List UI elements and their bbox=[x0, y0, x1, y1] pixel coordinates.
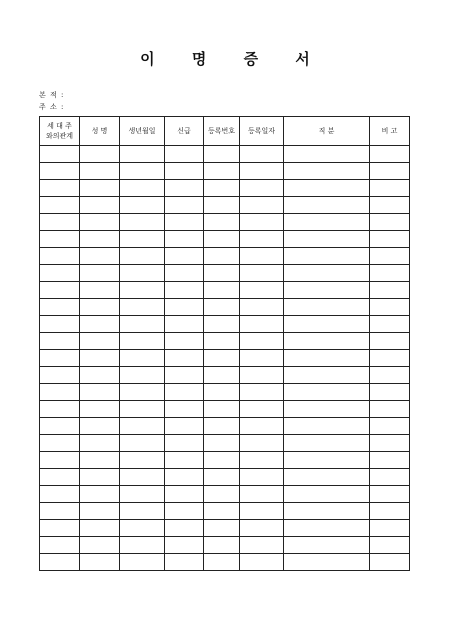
table-cell bbox=[120, 197, 165, 214]
table-cell bbox=[370, 520, 410, 537]
table-cell bbox=[120, 350, 165, 367]
table-cell bbox=[284, 486, 370, 503]
table-cell bbox=[40, 299, 80, 316]
table-cell bbox=[240, 503, 284, 520]
table-cell bbox=[370, 231, 410, 248]
table-cell bbox=[80, 350, 120, 367]
table-cell bbox=[165, 180, 204, 197]
table-cell bbox=[240, 146, 284, 163]
table-cell bbox=[165, 350, 204, 367]
table-cell bbox=[284, 180, 370, 197]
table-cell bbox=[165, 316, 204, 333]
table-row bbox=[40, 163, 410, 180]
table-cell bbox=[204, 180, 240, 197]
table-cell bbox=[40, 452, 80, 469]
table-row bbox=[40, 333, 410, 350]
table-cell bbox=[370, 486, 410, 503]
table-cell bbox=[80, 163, 120, 180]
table-cell bbox=[120, 367, 165, 384]
table-cell bbox=[120, 265, 165, 282]
table-cell bbox=[204, 486, 240, 503]
table-cell bbox=[80, 452, 120, 469]
table-cell bbox=[40, 265, 80, 282]
table-cell bbox=[204, 384, 240, 401]
table-cell bbox=[120, 231, 165, 248]
table-cell bbox=[80, 333, 120, 350]
table-cell bbox=[40, 350, 80, 367]
table-cell bbox=[370, 197, 410, 214]
table-cell bbox=[40, 537, 80, 554]
table-cell bbox=[165, 520, 204, 537]
field-domicile-label: 본 적 : bbox=[39, 91, 65, 99]
header-registration-date: 등록일자 bbox=[240, 117, 284, 146]
table-cell bbox=[204, 503, 240, 520]
table-cell bbox=[165, 401, 204, 418]
header-position: 직 분 bbox=[284, 117, 370, 146]
table-cell bbox=[284, 537, 370, 554]
table-cell bbox=[40, 146, 80, 163]
table-cell bbox=[40, 180, 80, 197]
table-cell bbox=[80, 248, 120, 265]
table-cell bbox=[370, 435, 410, 452]
table-cell bbox=[284, 265, 370, 282]
table-cell bbox=[204, 231, 240, 248]
table-cell bbox=[284, 367, 370, 384]
table-row bbox=[40, 146, 410, 163]
field-domicile bbox=[39, 90, 79, 100]
table-cell bbox=[120, 520, 165, 537]
header-remarks: 비 고 bbox=[370, 117, 410, 146]
table-cell bbox=[80, 367, 120, 384]
table-cell bbox=[165, 197, 204, 214]
table-row bbox=[40, 486, 410, 503]
table-cell bbox=[165, 486, 204, 503]
table-cell bbox=[40, 316, 80, 333]
table-cell bbox=[120, 401, 165, 418]
table-cell bbox=[80, 384, 120, 401]
table-cell bbox=[370, 554, 410, 571]
table-cell bbox=[40, 435, 80, 452]
table-cell bbox=[240, 435, 284, 452]
table-cell bbox=[240, 333, 284, 350]
table-cell bbox=[40, 197, 80, 214]
table-cell bbox=[240, 282, 284, 299]
table-row bbox=[40, 452, 410, 469]
table-header-row bbox=[40, 117, 410, 146]
table-cell bbox=[204, 265, 240, 282]
table-cell bbox=[204, 520, 240, 537]
table-cell bbox=[204, 316, 240, 333]
table-cell bbox=[204, 537, 240, 554]
table-cell bbox=[240, 316, 284, 333]
registry-table bbox=[39, 116, 410, 571]
table-cell bbox=[204, 282, 240, 299]
table-cell bbox=[284, 469, 370, 486]
table-cell bbox=[165, 435, 204, 452]
table-cell bbox=[240, 418, 284, 435]
table-cell bbox=[165, 452, 204, 469]
table-cell bbox=[80, 554, 120, 571]
table-cell bbox=[40, 418, 80, 435]
table-cell bbox=[80, 520, 120, 537]
table-cell bbox=[80, 197, 120, 214]
table-cell bbox=[80, 180, 120, 197]
table-cell bbox=[370, 503, 410, 520]
header-name: 성 명 bbox=[80, 117, 120, 146]
table-cell bbox=[80, 401, 120, 418]
table-cell bbox=[370, 350, 410, 367]
table-row bbox=[40, 248, 410, 265]
table-cell bbox=[284, 452, 370, 469]
table-cell bbox=[120, 180, 165, 197]
table-cell bbox=[165, 265, 204, 282]
header-relation-line2: 와의관계 bbox=[45, 132, 74, 140]
header-birthdate: 생년월일 bbox=[120, 117, 165, 146]
table-cell bbox=[40, 214, 80, 231]
table-cell bbox=[204, 163, 240, 180]
table-cell bbox=[240, 520, 284, 537]
table-cell bbox=[80, 418, 120, 435]
table-cell bbox=[80, 469, 120, 486]
table-cell bbox=[370, 316, 410, 333]
table-cell bbox=[370, 367, 410, 384]
table-cell bbox=[284, 299, 370, 316]
table-cell bbox=[120, 537, 165, 554]
table-cell bbox=[204, 333, 240, 350]
table-cell bbox=[204, 435, 240, 452]
table-row bbox=[40, 520, 410, 537]
table-row bbox=[40, 401, 410, 418]
table-cell bbox=[40, 486, 80, 503]
document-title: 이 명 증 서 bbox=[140, 50, 326, 68]
table-cell bbox=[165, 214, 204, 231]
table-cell bbox=[204, 350, 240, 367]
header-relation bbox=[40, 117, 80, 146]
table-cell bbox=[40, 401, 80, 418]
table-cell bbox=[120, 418, 165, 435]
table-cell bbox=[204, 214, 240, 231]
table-cell bbox=[165, 163, 204, 180]
table-row bbox=[40, 316, 410, 333]
table-cell bbox=[204, 469, 240, 486]
table-cell bbox=[370, 452, 410, 469]
table-row bbox=[40, 367, 410, 384]
table-cell bbox=[120, 333, 165, 350]
table-cell bbox=[240, 180, 284, 197]
table-cell bbox=[284, 197, 370, 214]
table-cell bbox=[40, 163, 80, 180]
table-cell bbox=[240, 248, 284, 265]
table-cell bbox=[240, 384, 284, 401]
table-row bbox=[40, 384, 410, 401]
table-cell bbox=[284, 163, 370, 180]
table-cell bbox=[120, 469, 165, 486]
table-cell bbox=[40, 469, 80, 486]
table-cell bbox=[80, 265, 120, 282]
table-cell bbox=[240, 486, 284, 503]
table-cell bbox=[40, 248, 80, 265]
table-cell bbox=[40, 384, 80, 401]
table-cell bbox=[165, 146, 204, 163]
table-cell bbox=[120, 146, 165, 163]
table-cell bbox=[204, 367, 240, 384]
table-cell bbox=[284, 503, 370, 520]
table-cell bbox=[165, 537, 204, 554]
table-cell bbox=[284, 316, 370, 333]
table-cell bbox=[40, 554, 80, 571]
table-cell bbox=[165, 384, 204, 401]
table-row bbox=[40, 282, 410, 299]
table-cell bbox=[120, 214, 165, 231]
table-cell bbox=[120, 299, 165, 316]
table-cell bbox=[284, 333, 370, 350]
table-cell bbox=[120, 503, 165, 520]
table-row bbox=[40, 180, 410, 197]
table-cell bbox=[80, 435, 120, 452]
table-cell bbox=[370, 248, 410, 265]
table-cell bbox=[165, 503, 204, 520]
table-row bbox=[40, 503, 410, 520]
table-row bbox=[40, 265, 410, 282]
table-cell bbox=[284, 401, 370, 418]
table-cell bbox=[120, 282, 165, 299]
table-cell bbox=[370, 333, 410, 350]
table-cell bbox=[284, 554, 370, 571]
table-cell bbox=[80, 299, 120, 316]
table-cell bbox=[240, 214, 284, 231]
table-row bbox=[40, 469, 410, 486]
field-address bbox=[39, 102, 79, 112]
table-cell bbox=[80, 231, 120, 248]
table-cell bbox=[80, 282, 120, 299]
header-registration-number: 등록번호 bbox=[204, 117, 240, 146]
header-rank: 신급 bbox=[165, 117, 204, 146]
table-cell bbox=[370, 384, 410, 401]
table-row bbox=[40, 214, 410, 231]
table-cell bbox=[370, 265, 410, 282]
table-cell bbox=[284, 350, 370, 367]
table-cell bbox=[165, 333, 204, 350]
table-cell bbox=[240, 452, 284, 469]
table-cell bbox=[284, 520, 370, 537]
table-cell bbox=[204, 452, 240, 469]
table-cell bbox=[240, 231, 284, 248]
table-cell bbox=[165, 282, 204, 299]
table-cell bbox=[80, 503, 120, 520]
table-cell bbox=[204, 248, 240, 265]
table-cell bbox=[40, 503, 80, 520]
table-cell bbox=[240, 299, 284, 316]
table-cell bbox=[284, 282, 370, 299]
table-cell bbox=[204, 146, 240, 163]
table-cell bbox=[165, 299, 204, 316]
table-row bbox=[40, 418, 410, 435]
table-cell bbox=[284, 214, 370, 231]
table-body bbox=[40, 146, 410, 571]
table-row bbox=[40, 197, 410, 214]
table-cell bbox=[120, 248, 165, 265]
table-cell bbox=[240, 554, 284, 571]
table-cell bbox=[370, 401, 410, 418]
table-cell bbox=[204, 418, 240, 435]
table-cell bbox=[284, 146, 370, 163]
table-cell bbox=[40, 520, 80, 537]
table-cell bbox=[120, 316, 165, 333]
table-cell bbox=[204, 554, 240, 571]
table-cell bbox=[120, 486, 165, 503]
table-cell bbox=[165, 418, 204, 435]
table-cell bbox=[370, 299, 410, 316]
table-cell bbox=[370, 214, 410, 231]
table-row bbox=[40, 435, 410, 452]
table-cell bbox=[80, 214, 120, 231]
table-cell bbox=[370, 180, 410, 197]
table-cell bbox=[240, 265, 284, 282]
table-cell bbox=[370, 537, 410, 554]
table-cell bbox=[165, 367, 204, 384]
table-cell bbox=[370, 418, 410, 435]
table-cell bbox=[40, 367, 80, 384]
table-cell bbox=[240, 401, 284, 418]
table-cell bbox=[165, 554, 204, 571]
table-cell bbox=[80, 537, 120, 554]
table-row bbox=[40, 231, 410, 248]
table-cell bbox=[240, 469, 284, 486]
table-cell bbox=[40, 282, 80, 299]
table-row bbox=[40, 299, 410, 316]
table-cell bbox=[165, 231, 204, 248]
table-cell bbox=[80, 316, 120, 333]
table-cell bbox=[240, 163, 284, 180]
table-cell bbox=[165, 248, 204, 265]
table-cell bbox=[284, 384, 370, 401]
table-cell bbox=[80, 146, 120, 163]
table-cell bbox=[284, 418, 370, 435]
table-cell bbox=[120, 452, 165, 469]
table-cell bbox=[370, 469, 410, 486]
table-row bbox=[40, 537, 410, 554]
table-row bbox=[40, 554, 410, 571]
table-cell bbox=[370, 282, 410, 299]
table-cell bbox=[240, 350, 284, 367]
table-cell bbox=[240, 367, 284, 384]
table-cell bbox=[80, 486, 120, 503]
table-cell bbox=[40, 333, 80, 350]
table-cell bbox=[165, 469, 204, 486]
table-cell bbox=[370, 146, 410, 163]
table-cell bbox=[284, 248, 370, 265]
table-cell bbox=[120, 163, 165, 180]
table-cell bbox=[120, 554, 165, 571]
table-cell bbox=[204, 197, 240, 214]
table-cell bbox=[204, 401, 240, 418]
table-cell bbox=[204, 299, 240, 316]
table-cell bbox=[284, 231, 370, 248]
header-relation-line1: 세 대 주 bbox=[47, 122, 72, 130]
table-cell bbox=[284, 435, 370, 452]
table-row bbox=[40, 350, 410, 367]
table-cell bbox=[120, 435, 165, 452]
table-cell bbox=[240, 537, 284, 554]
field-address-label: 주 소 : bbox=[39, 103, 65, 111]
table-cell bbox=[240, 197, 284, 214]
table-cell bbox=[40, 231, 80, 248]
table-cell bbox=[370, 163, 410, 180]
table-cell bbox=[120, 384, 165, 401]
